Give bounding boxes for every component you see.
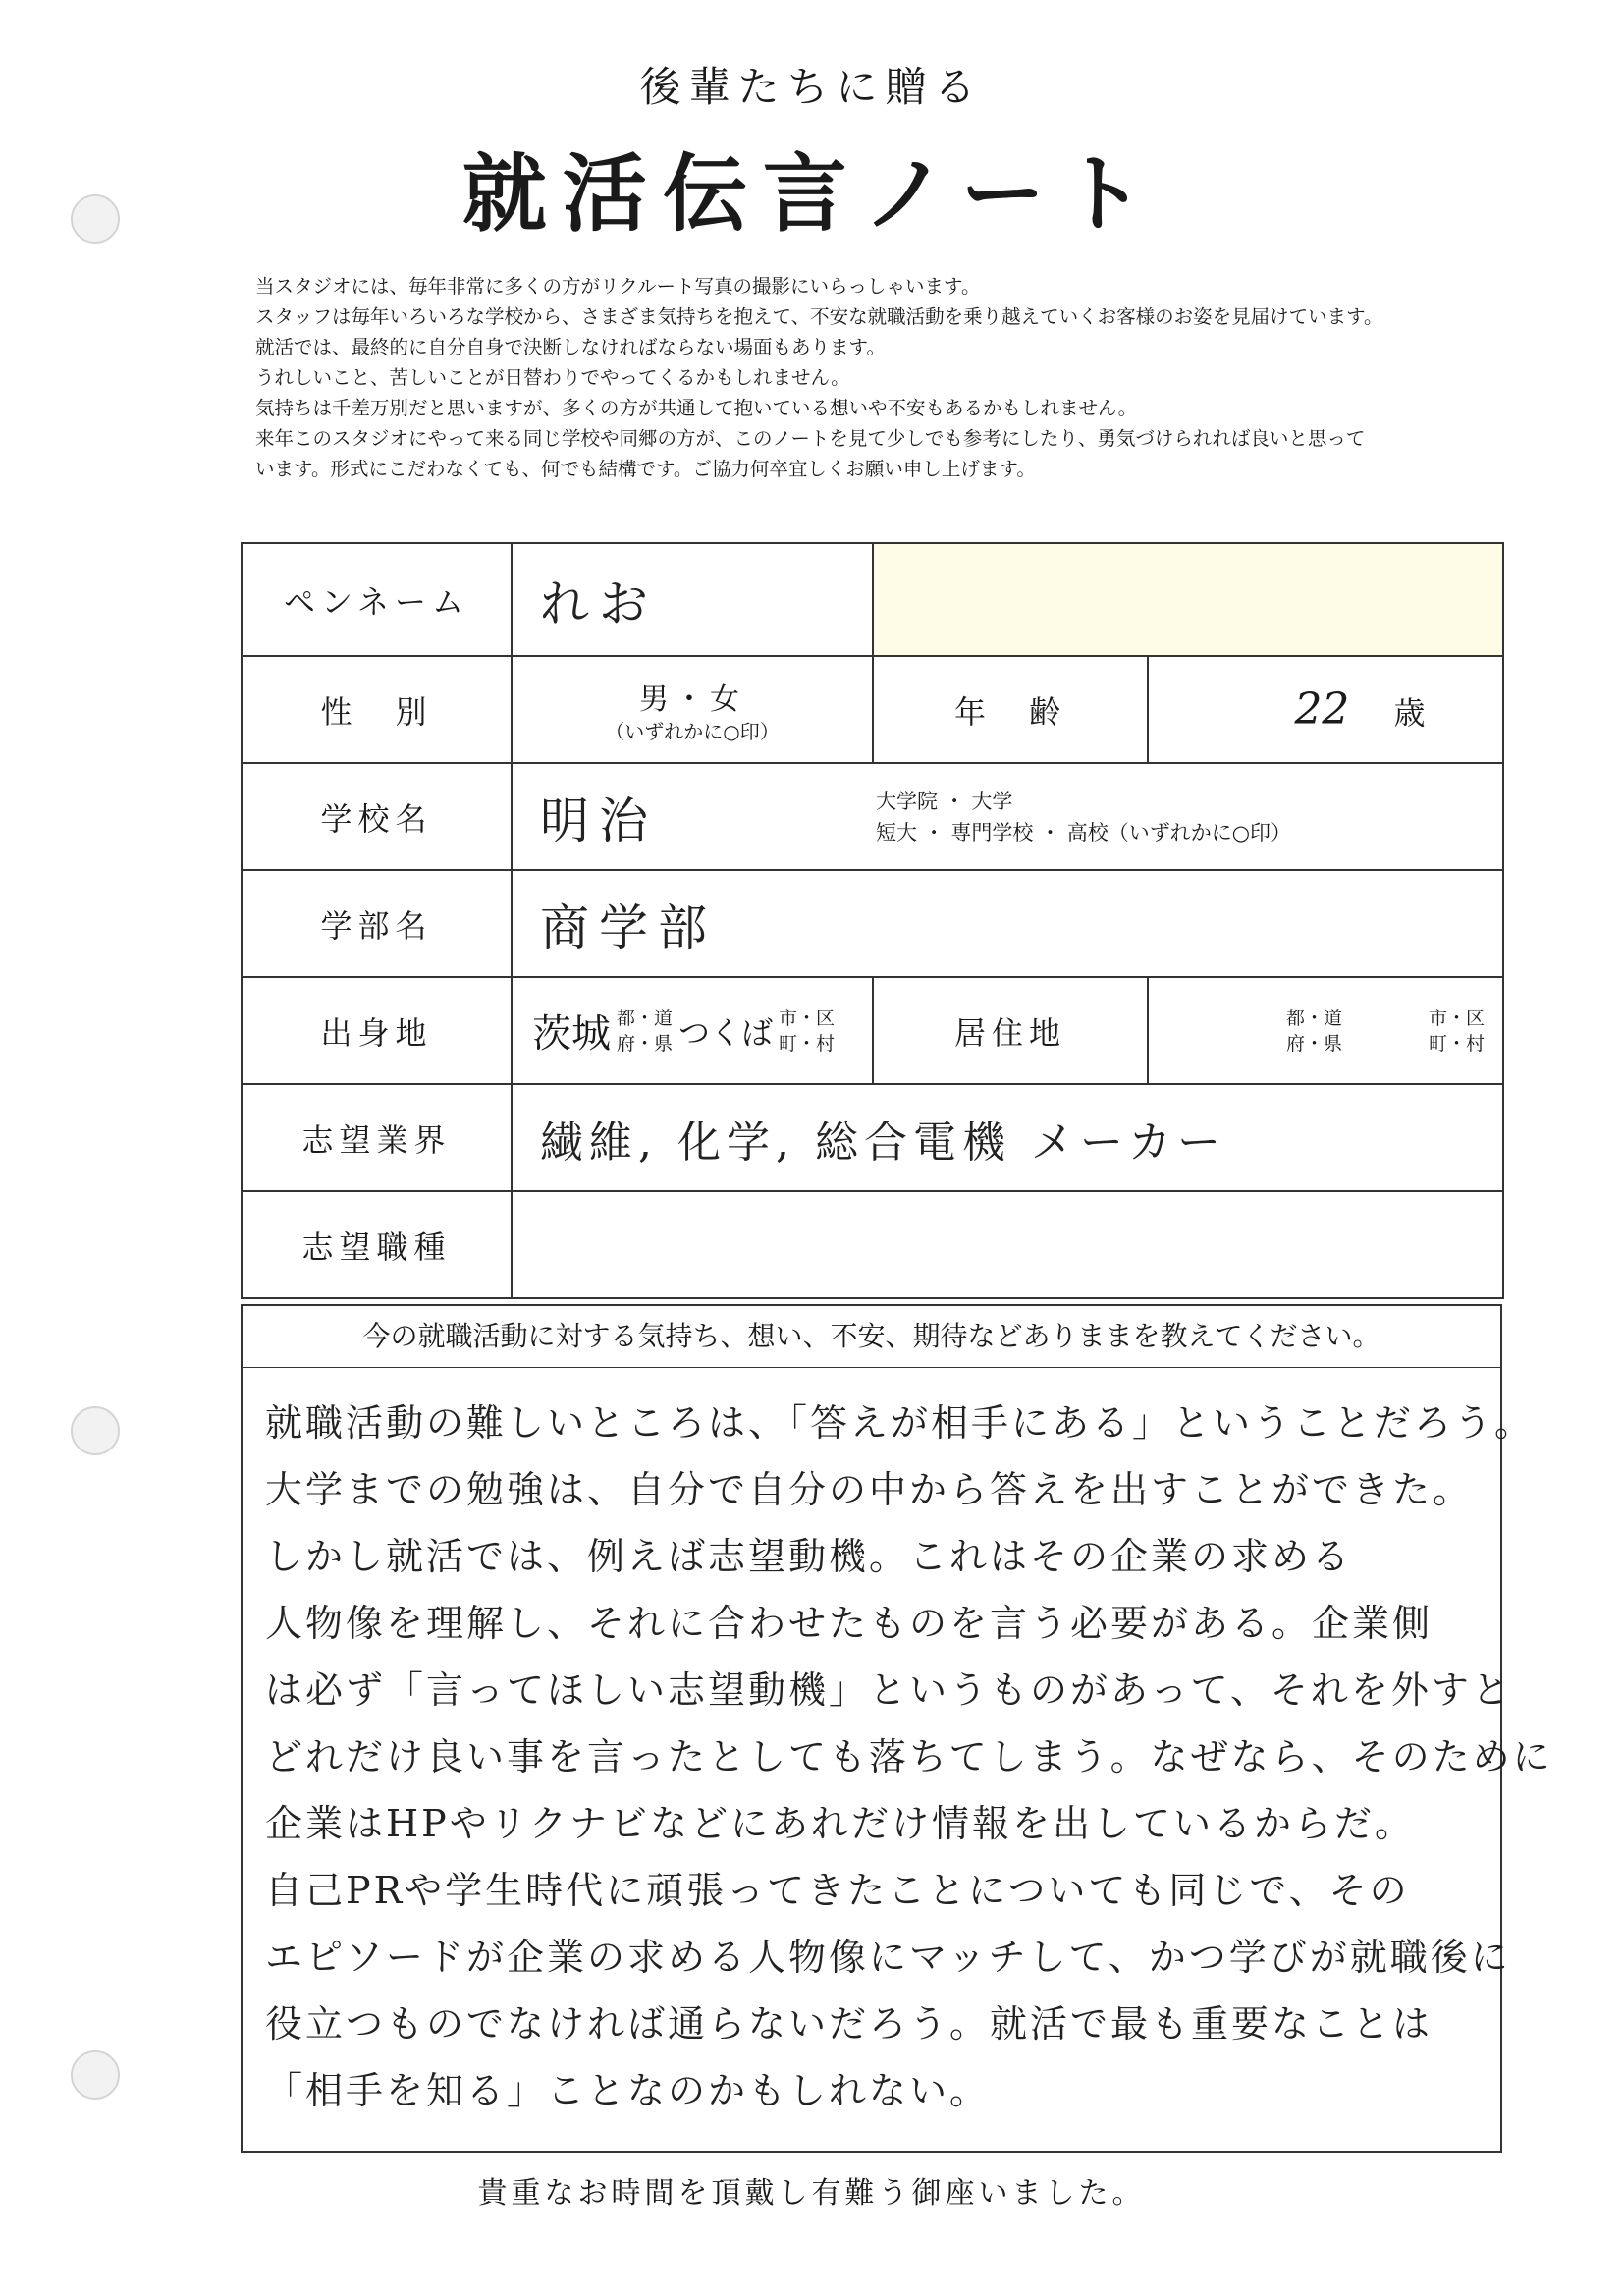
- binder-hole: [71, 2050, 120, 2100]
- answer-line: しかし就活では、例えば志望動機。これはその企業の求める: [265, 1535, 1353, 1578]
- city-suffix: 町・村: [779, 1032, 836, 1055]
- school-value: 明治: [540, 792, 658, 849]
- faculty-value: 商学部: [512, 870, 1503, 977]
- page-title: 就活伝言ノート: [461, 145, 1162, 244]
- answer-line: 企業はHPやリクナビなどにあれだけ情報を出しているからだ。: [265, 1802, 1415, 1845]
- answer-line: 自己PRや学生時代に頑張ってきたことについても同じで、その: [265, 1869, 1410, 1912]
- age-unit: 歳: [1393, 694, 1426, 732]
- gender-options: 男・女: [639, 682, 745, 717]
- city-suffix: 市・区: [1428, 1007, 1485, 1029]
- pref-suffix: 都・道: [1286, 1007, 1343, 1029]
- footer-thanks: 貴重なお時間を頂戴し有難う御座いました。: [477, 2176, 1146, 2211]
- answer-line: エピソードが企業の求める人物像にマッチして、かつ学びが就職後に: [265, 1936, 1511, 1979]
- industry-label: 志望業界: [242, 1084, 512, 1191]
- residence-cell: [1148, 977, 1503, 1084]
- profile-form: [241, 542, 1504, 1299]
- birthplace-pref: 茨城: [532, 1011, 611, 1057]
- answer-line: 役立つものでなければ通らないだろう。就活で最も重要なことは: [265, 2002, 1434, 2046]
- binder-hole: [71, 1406, 120, 1455]
- page-subtitle: 後輩たちに贈る: [639, 63, 984, 111]
- age-cell: [1148, 656, 1503, 763]
- answer-line: どれだけ良い事を言ったとしても落ちてしまう。なぜなら、そのために: [265, 1735, 1553, 1778]
- school-label: 学校名: [242, 763, 512, 870]
- residence-label: 居住地: [873, 977, 1148, 1084]
- job-label: 志望職種: [242, 1191, 512, 1298]
- birthplace-cell: [512, 977, 873, 1084]
- pref-suffix: 府・県: [617, 1032, 674, 1055]
- penname-label: ペンネーム: [242, 543, 512, 656]
- question-prompt: 今の就職活動に対する気持ち、想い、不安、期待などありままを教えてください。: [241, 1304, 1502, 1367]
- answer-line: 「相手を知る」ことなのかもしれない。: [265, 2069, 991, 2112]
- gender-cell: [512, 656, 873, 763]
- age-label: 年 齢: [873, 656, 1148, 763]
- redacted-area: [873, 543, 1503, 656]
- school-type-line1: 大学院 ・ 大学: [876, 789, 1013, 813]
- city-suffix: 町・村: [1428, 1032, 1485, 1055]
- faculty-label: 学部名: [242, 870, 512, 977]
- answer-line: は必ず「言ってほしい志望動機」というものがあって、それを外すと: [265, 1668, 1512, 1712]
- industry-value: 繊維, 化学, 総合電機 メーカー: [512, 1084, 1503, 1191]
- pref-suffix: 都・道: [617, 1007, 674, 1029]
- gender-note: （いずれかに○印）: [605, 719, 780, 743]
- intro-text: 当スタジオには、毎年非常に多くの方がリクルート写真の撮影にいらっしゃいます。 スタッフは毎年いろいろな学校から、さまざま気持ちを抱えて、不安な就職活動を乗り越えていくお客様のお姿を見届けています。 就活では、最終的に自分自身で決断しなければならない場面もあります。 うれしいこと、苦しいことが日替わりでやってくるかもしれません。 気持ちは千差万別だと思いますが、多くの方が共通して抱いている想いや不安もあるかもしれません。 来年このスタジオにやって来る同じ学校や同郷の方が、このノートを見て少しでも参考にしたり、勇気づけられれば良いと思って います。形式にこだわなくても、何でも結構です。ご協力何卒宜しくお願い申し上げます。: [255, 275, 1383, 480]
- answer-line: 人物像を理解し、それに合わせたものを言う必要がある。企業側: [265, 1602, 1434, 1645]
- answer-line: 就職活動の難しいところは、「答えが相手にある」ということだろう。: [265, 1401, 1536, 1445]
- answer-line: 大学までの勉強は、自分で自分の中から答えを出すことができた。: [265, 1468, 1474, 1511]
- city-suffix: 市・区: [779, 1007, 836, 1029]
- pref-suffix: 府・県: [1286, 1032, 1343, 1055]
- penname-value: れお: [512, 543, 873, 656]
- age-value: 22: [1294, 684, 1350, 735]
- school-type-line2: 短大 ・ 専門学校 ・ 高校（いずれかに○印）: [876, 820, 1292, 845]
- birthplace-label: 出身地: [242, 977, 512, 1084]
- school-cell: [512, 763, 1503, 870]
- gender-label: 性 別: [242, 656, 512, 763]
- job-value: [512, 1191, 1503, 1298]
- birthplace-city: つくば: [678, 1013, 774, 1052]
